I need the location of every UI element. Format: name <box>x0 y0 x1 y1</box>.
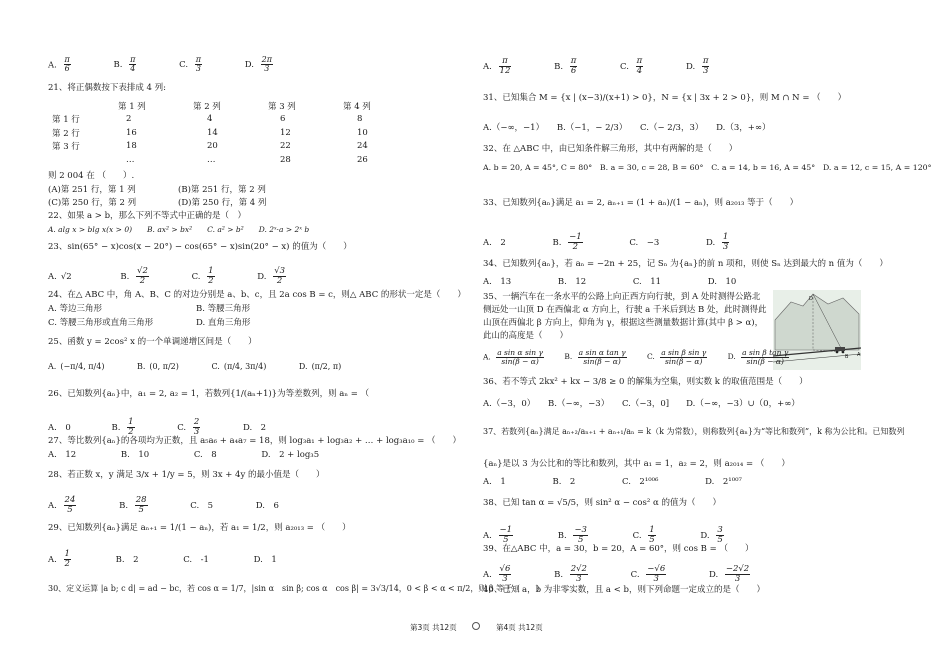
q21-option-b: (B)第 251 行，第 2 列 <box>178 185 266 195</box>
q26-stem: 26、已知数列{aₙ}中，a₁ = 2, a₂ = 1，若数列{1/(aₙ+1)}为等差数列，则 aₙ = （ <box>48 389 370 399</box>
circle-icon <box>472 622 480 630</box>
q35-line-4: 此山的高度是（ ） <box>483 331 569 341</box>
q27-stem: 27、等比数列{aₙ}的各项均为正数，且 a₅a₆ + a₄a₇ = 18，则 log₃a₁ + log₃a₂ + … + log₃a₁₀ = （ ） <box>48 436 462 446</box>
q23-options: A. √2 B. $\frac{√2}{2}$ C. $\frac{1}{2}$ D. $\frac{√3}{2}$ <box>48 266 286 286</box>
q34-options: A. 13 B. 12 C. 11 D. 10 <box>483 277 737 287</box>
q21-table <box>52 99 403 167</box>
q24-option-d: D. 直角三角形 <box>196 318 251 328</box>
q20-option-d-value: $\frac{2\pi}{3}$ <box>261 55 272 74</box>
table-header-row: 第 1 列 第 2 列 第 3 列 第 4 列 <box>118 101 371 112</box>
q27-options: A. 12 B. 10 C. 8 D. 2 + log₃5 <box>48 450 320 460</box>
q21-tail: 则 2 004 在 （ ）. <box>48 171 135 181</box>
svg-text:B: B <box>845 354 849 360</box>
q35-line-2: 侧远处一山顶 D 在西偏北 α 方向上，行驶 a 千米后到达 B 处，此时测得此 <box>483 305 767 315</box>
q39-options: A. $\frac{√6}{3}$ B. $\frac{2√2}{3}$ C. $\frac{-√6}{3}$ D. $\frac{-2√2}{3}$ <box>483 564 750 584</box>
q33-stem: 33、已知数列{aₙ}满足 a₁ = 2, aₙ₊₁ = (1 + aₙ)/(1 − aₙ)，则 a₂₀₁₃ 等于（ ） <box>483 198 799 208</box>
q36-stem: 36、若不等式 2kx² + kx − 3/8 ≥ 0 的解集为空集，则实数 k 的取值范围是（ ） <box>483 377 808 387</box>
q29-options: A. $\frac{1}{2}$ B. 2 C. -1 D. 1 <box>48 549 277 569</box>
q21-option-d: (D)第 250 行，第 4 列 <box>178 198 267 208</box>
q20-option-b-value: $\frac{\pi}{4}$ <box>130 55 136 74</box>
q30-options: A. $\frac{\pi}{12}$ B. $\frac{\pi}{6}$ C. $\frac{\pi}{4}$ D. $\frac{\pi}{3}$ <box>483 56 709 76</box>
q26-options: A. 0 B. $\frac{1}{2}$ C. $\frac{2}{3}$ D. 2 <box>48 417 267 437</box>
page-footer-right: 第4页 共12页 <box>496 623 543 632</box>
q24-option-a: A. 等边三角形 <box>48 304 103 314</box>
table-row: 第 1 行 2 4 6 8 <box>52 114 363 126</box>
q37-line-2: {aₙ}是以 3 为公比和的等比和数列，其中 a₁ = 1，a₂ = 2，则 a₂₀₁₄ = （ ） <box>483 459 790 469</box>
q25-options: A. (−π/4, π/4) B. (0, π/2) C. (π/4, 3π/4) D. (π/2, π) <box>48 362 342 371</box>
q36-options: A.（−3，0） B.（−∞，−3） C.（−3，0] D.（−∞，−3）∪（0，+∞） <box>483 399 800 409</box>
q22-stem: 22、如果 a > b，那么下列不等式中正确的是（ ） <box>48 211 247 221</box>
table-row: 第 3 行 18 20 22 24 <box>52 141 368 153</box>
q21-stem: 21、将正偶数按下表排成 4 列: <box>48 83 166 93</box>
q20-option-c-value: $\frac{\pi}{3}$ <box>195 55 202 74</box>
q40-stem: 40、已知 a，b 为非零实数，且 a < b，则下列命题一定成立的是（ ） <box>483 585 765 595</box>
q32-options: A. b = 20, A = 45°, C = 80° B. a = 30, c = 28, B = 60° C. a = 14, b = 16, A = 45° D. a = 12, c = 15, A = 120° <box>483 163 932 172</box>
q25-stem: 25、函数 y = 2cos² x 的一个单调递增区间是（ ） <box>48 337 257 347</box>
q35-options: A. $\frac{\text{a sin α sin γ}}{\sin(\beta - \alpha)}$ B. $\frac{\text{a sin α tan γ}}{\sin(\beta - \alpha)}$ C. $\frac{\text{a sin β sin γ}}{\sin(\beta - \alpha)}$ D. $\frac{\text{a sin β tan γ}}{\sin(\beta - \alpha)}$ <box>483 348 789 366</box>
q29-stem: 29、已知数列{aₙ}满足 aₙ₊₁ = 1/(1 − aₙ)，若 a₁ = 1/2，则 a₂₀₁₃ = （ ） <box>48 523 351 533</box>
q35-line-1: 35、一辆汽车在一条水平的公路上向正西方向行驶，到 A 处时测得公路北 <box>483 292 761 302</box>
q33-options: A. 2 B. $\frac{-1}{2}$ C. −3 D. $\frac{1}{3}$ <box>483 232 729 252</box>
table-row: … … 28 26 <box>126 154 368 165</box>
q39-stem: 39、在△ABC 中，a = 30，b = 20，A = 60°，则 cos B = （ ） <box>483 544 754 554</box>
q24-stem: 24、在△ ABC 中，角 A、B、C 的对边分别是 a、b、c，且 2a cos B = c，则△ ABC 的形状一定是（ ） <box>48 290 466 300</box>
q30-stem: 30、定义运算 |a b; c d| = ad − bc，若 cos α = 1/7，|sin α sin β; cos α cos β| = 3√3/14，0 < β < α < π/2，则 β 等于（ ） <box>48 584 545 593</box>
q37-options: A. 1 B. 2 C. 2¹⁰⁰⁶ D. 2¹⁰⁰⁷ <box>483 477 742 487</box>
q31-options: A.（−∞，−1） B.（−1，− 2/3） C.（− 2/3，3） D.（3，+∞） <box>483 123 771 133</box>
q22-options: A. alg x > blg x(x > 0) B. ax² > bx² C. a² > b² D. 2ˣ·a > 2ˣ b <box>48 225 310 234</box>
q38-options: A. $\frac{-1}{5}$ B. $\frac{-3}{5}$ C. $\frac{1}{5}$ D. $\frac{3}{5}$ <box>483 525 723 545</box>
table-row: 第 2 行 16 14 12 10 <box>52 127 368 139</box>
q20-options: A. $\frac{\pi}{6}$ B. $\frac{\pi}{4}$ C. $\frac{\pi}{3}$ D. $\frac{2\pi}{3}$ <box>48 55 272 74</box>
q28-stem: 28、若正数 x，y 满足 3/x + 1/y = 5，则 3x + 4y 的最小值是（ ） <box>48 470 325 480</box>
q23-stem: 23、sin(65° − x)cos(x − 20°) − cos(65° − x)sin(20° − x) 的值为（ ） <box>48 242 352 252</box>
q35-line-3: 山顶在西偏北 β 方向上，仰角为 γ，根据这些测量数据计算(其中 β > α)， <box>483 318 764 328</box>
svg-text:A: A <box>857 352 861 358</box>
q24-option-c: C. 等腰三角形或直角三角形 <box>48 318 154 328</box>
q21-option-a: (A)第 251 行，第 1 列 <box>48 185 136 195</box>
q37-line-1: 37、若数列{aₙ}满足 aₙ₊₂/aₙ₊₁ + aₙ₊₁/aₙ = k（k 为常数），则称数列{aₙ}为“等比和数列”，k 称为公比和。已知数列 <box>483 427 905 436</box>
page-footer-left: 第3页 共12页 <box>410 623 457 632</box>
q38-stem: 38、已知 tan α = √5/5，则 sin² α − cos² α 的值为（ ） <box>483 498 721 508</box>
q32-stem: 32、在 △ABC 中，由已知条件解三角形，其中有两解的是（ ） <box>483 144 738 154</box>
svg-text:D: D <box>809 296 813 302</box>
q28-options: A. $\frac{24}{5}$ B. $\frac{28}{5}$ C. 5 D. 6 <box>48 495 279 515</box>
q34-stem: 34、已知数列{aₙ}，若 aₙ = −2n + 25，记 Sₙ 为{aₙ}的前 n 项和，则使 Sₙ 达到最大的 n 值为（ ） <box>483 259 888 269</box>
q24-option-b: B. 等腰三角形 <box>196 304 251 314</box>
q21-option-c: (C)第 250 行，第 2 列 <box>48 198 137 208</box>
q20-option-a-value: $\frac{\pi}{6}$ <box>64 55 70 74</box>
q31-stem: 31、已知集合 M = {x | (x−3)/(x+1) > 0}，N = {x | 3x + 2 > 0}，则 M ∩ N = （ ） <box>483 93 847 103</box>
